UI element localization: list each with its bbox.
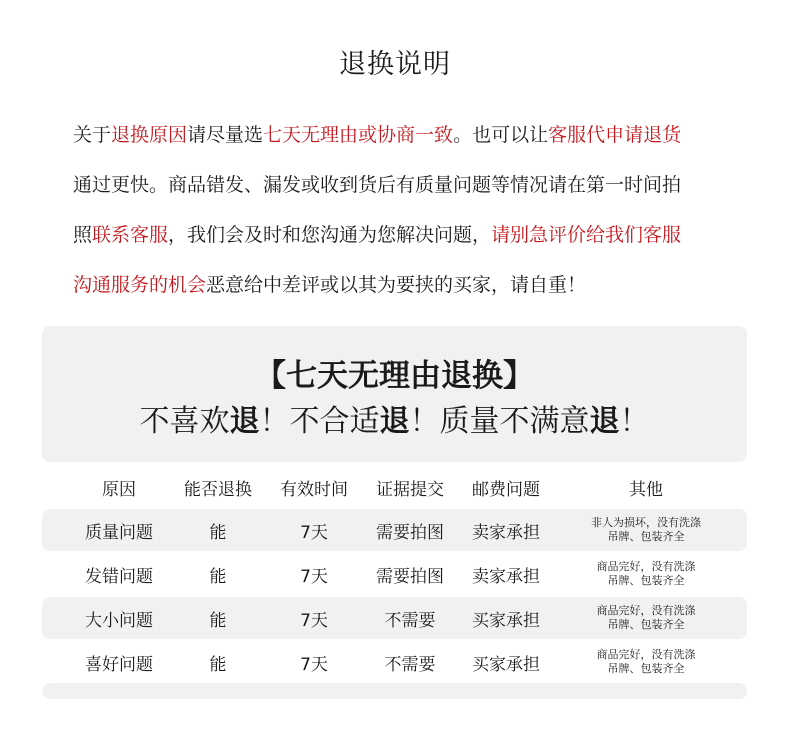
other-line-2: 吊牌、包装齐全 [607, 662, 685, 675]
cell-returnable: 能 [209, 610, 227, 631]
banner-title: 【七天无理由退换】 [255, 358, 534, 394]
seven-day-return-banner [42, 326, 747, 462]
intro-highlight-service-apply: 客服代申请退货 [548, 124, 682, 146]
table-row [42, 553, 747, 595]
banner-bold-return: 退 [379, 404, 410, 439]
cell-period: 7天 [300, 522, 328, 543]
cell-returnable: 能 [209, 522, 227, 543]
table-footer-bar [42, 683, 747, 699]
cell-evidence: 需要拍图 [376, 522, 444, 543]
header-period: 有效时间 [280, 479, 348, 500]
cell-other [554, 509, 738, 551]
banner-text: ！ [619, 404, 650, 439]
banner-text: 不喜欢 [139, 404, 230, 439]
cell-postage: 卖家承担 [472, 522, 540, 543]
table-row [42, 641, 747, 683]
intro-line-2 [73, 160, 733, 210]
intro-text: 请尽量选 [187, 124, 264, 146]
banner-text: ！不合适 [259, 404, 380, 439]
intro-text: 恶意给中差评或以其为要挟的买家，请自重！ [206, 274, 587, 296]
header-returnable: 能否退换 [184, 479, 252, 500]
intro-text: 。也可以让 [453, 124, 549, 146]
other-line-1: 商品完好，没有洗涤 [596, 604, 696, 617]
cell-evidence: 需要拍图 [376, 566, 444, 587]
intro-highlight-contact-service: 联系客服 [92, 224, 169, 246]
cell-other [554, 641, 738, 683]
table-row [42, 597, 747, 639]
intro-line-1 [73, 110, 733, 160]
cell-reason: 喜好问题 [85, 654, 153, 675]
cell-evidence: 不需要 [384, 610, 436, 631]
cell-reason: 发错问题 [85, 566, 153, 587]
intro-text: 照 [73, 224, 93, 246]
banner-subtitle [42, 396, 747, 440]
intro-highlight-dont-rush-review: 请别急评价给我们客服 [491, 224, 682, 246]
cell-period: 7天 [300, 610, 328, 631]
other-line-2: 吊牌、包装齐全 [607, 530, 685, 543]
cell-other [554, 553, 738, 595]
cell-returnable: 能 [209, 566, 227, 587]
header-other: 其他 [629, 479, 663, 500]
other-line-1: 非人为损坏，没有洗涤 [591, 516, 701, 529]
cell-returnable: 能 [209, 654, 227, 675]
cell-evidence: 不需要 [384, 654, 436, 675]
return-policy-table [42, 467, 747, 685]
header-reason: 原因 [102, 479, 136, 500]
other-line-2: 吊牌、包装齐全 [607, 618, 685, 631]
cell-reason: 质量问题 [85, 522, 153, 543]
intro-line-4 [73, 260, 733, 310]
page-title: 退换说明 [339, 49, 451, 80]
other-line-1: 商品完好，没有洗涤 [596, 648, 696, 661]
header-evidence: 证据提交 [376, 479, 444, 500]
banner-bold-return: 退 [589, 404, 620, 439]
banner-text: ！质量不满意 [409, 404, 590, 439]
banner-bold-return: 退 [229, 404, 260, 439]
return-intro-paragraph [73, 110, 733, 310]
header-postage: 邮费问题 [472, 479, 540, 500]
table-row [42, 509, 747, 551]
cell-other [554, 597, 738, 639]
cell-period: 7天 [300, 566, 328, 587]
intro-highlight-return-reason: 退换原因 [111, 124, 188, 146]
intro-highlight-service-chance: 沟通服务的机会 [73, 274, 207, 296]
intro-text: 通过更快。商品错发、漏发或收到货后有质量问题等情况请在第一时间拍 [73, 174, 682, 196]
other-line-1: 商品完好，没有洗涤 [596, 560, 696, 573]
cell-postage: 卖家承担 [472, 566, 540, 587]
intro-line-3 [73, 210, 733, 260]
other-line-2: 吊牌、包装齐全 [607, 574, 685, 587]
intro-text: 关于 [73, 124, 112, 146]
intro-highlight-seven-days: 七天无理由或协商一致 [263, 124, 454, 146]
table-header-row [42, 467, 747, 507]
cell-period: 7天 [300, 654, 328, 675]
intro-text: ，我们会及时和您沟通为您解决问题， [168, 224, 492, 246]
cell-postage: 买家承担 [472, 654, 540, 675]
cell-postage: 买家承担 [472, 610, 540, 631]
cell-reason: 大小问题 [85, 610, 153, 631]
